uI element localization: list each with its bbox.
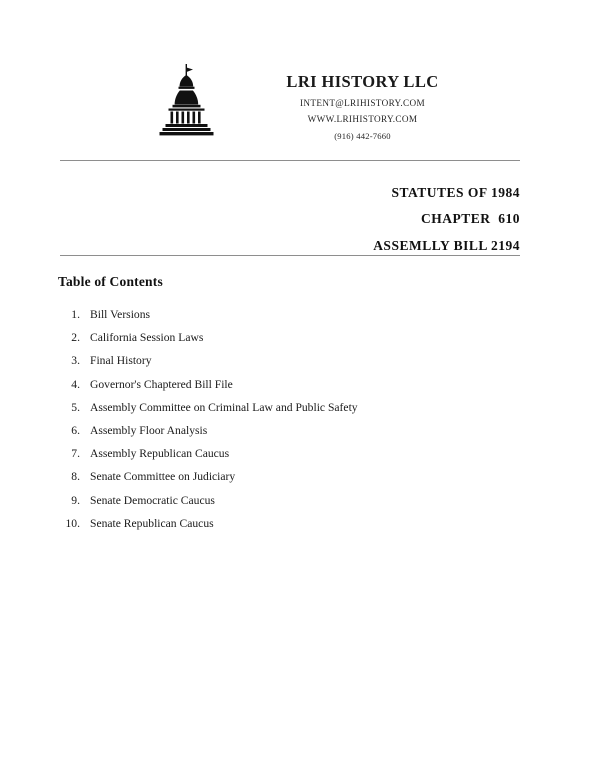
company-phone: (916) 442-7660 [334,130,391,141]
company-website: WWW.LRIHISTORY.COM [307,113,418,124]
toc-heading: Table of Contents [58,274,163,289]
list-item[interactable] [58,396,528,419]
list-item[interactable] [58,489,528,512]
list-item[interactable] [58,465,528,488]
list-item[interactable] [58,326,528,349]
toc-item-number: 3. [71,354,80,368]
toc-item-number: 6. [71,423,80,437]
capitol-dome-icon [152,62,222,140]
toc-item-number: 8. [71,470,80,484]
toc-item-number: 4. [71,377,80,391]
toc-item-number: 5. [71,400,80,414]
masthead [225,72,500,141]
title-block [373,180,520,259]
divider-top [60,160,520,161]
toc-item-number: 10. [65,516,80,530]
toc-item-number: 7. [71,447,80,461]
letterhead [0,58,600,148]
toc-list [58,303,528,535]
toc-item-label: California Session Laws [90,331,204,345]
list-item[interactable] [58,349,528,372]
toc-item-number: 1. [71,308,80,321]
toc-item-label: Assembly Committee on Criminal Law and Public Safety [90,400,358,414]
toc-item-number: 9. [71,493,80,507]
toc-item-label: Senate Committee on Judiciary [90,470,236,484]
chapter-number: CHAPTER 610 [420,211,520,227]
toc-item-label: Assembly Floor Analysis [90,423,208,437]
toc-item-label: Assembly Republican Caucus [90,447,230,461]
bill-number: ASSEMLLY BILL 2194 [373,237,520,253]
statutes-year: STATUTES OF 1984 [391,185,520,200]
toc-item-label: Senate Democratic Caucus [90,493,215,507]
toc-item-label: Final History [90,354,152,368]
divider-bottom [60,255,520,256]
company-name: LRI HISTORY LLC [286,72,439,91]
toc-item-number: 2. [71,331,80,345]
toc-item-label: Governor's Chaptered Bill File [90,377,233,391]
toc-item-label: Bill Versions [90,308,151,321]
list-item[interactable] [58,373,528,396]
toc-item-label: Senate Republican Caucus [90,516,214,530]
list-item[interactable] [58,303,528,326]
list-item[interactable] [58,512,528,535]
company-email: INTENT@LRIHISTORY.COM [300,97,425,108]
list-item[interactable] [58,419,528,442]
list-item[interactable] [58,442,528,465]
